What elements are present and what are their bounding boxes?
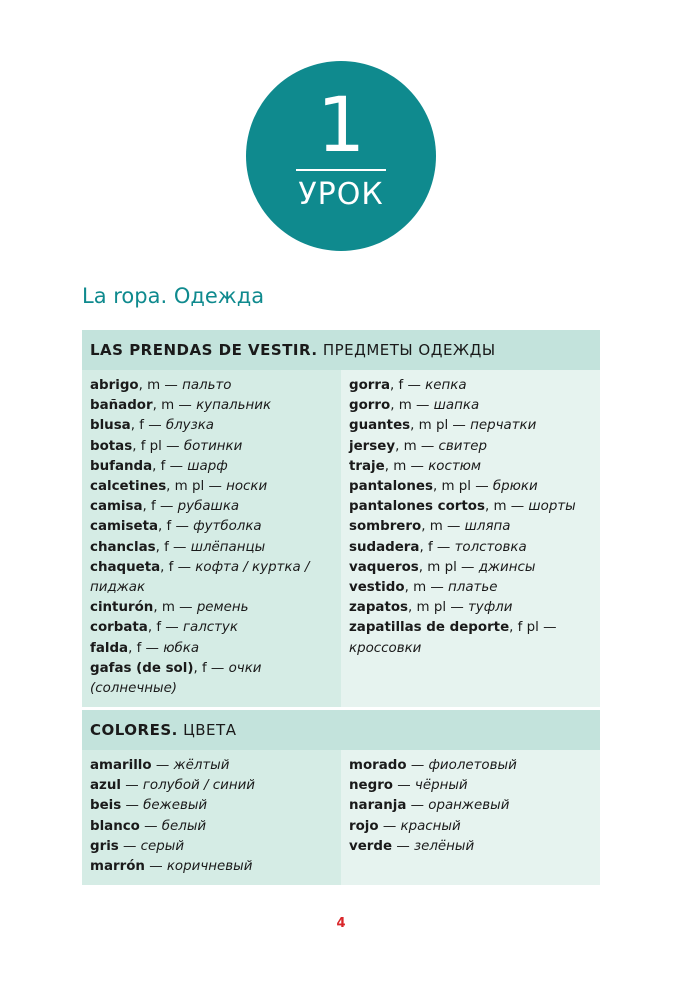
- vocab-grammar: —: [120, 778, 143, 794]
- vocab-grammar: , f —: [152, 458, 188, 474]
- vocab-grammar: , m —: [484, 499, 529, 515]
- vocab-translation: пальто: [182, 378, 232, 393]
- vocab-grammar: , m pl —: [432, 479, 493, 495]
- vocab-entry: [349, 598, 600, 618]
- vocab-word: corbata: [90, 620, 148, 636]
- vocab-entry: [349, 558, 600, 578]
- vocab-translation: красный: [400, 818, 461, 834]
- vocab-grammar: , f —: [158, 519, 194, 535]
- vocab-grammar: —: [393, 778, 415, 794]
- vocab-entry: [90, 817, 341, 837]
- vocab-entry: [349, 376, 600, 396]
- vocab-translation: брюки: [492, 479, 538, 495]
- vocab-word: jersey: [349, 438, 396, 454]
- vocab-translation: зелёный: [414, 838, 475, 854]
- vocab-translation: толстовка: [454, 539, 527, 555]
- vocab-entry: [90, 517, 341, 537]
- vocab-translation: чёрный: [414, 778, 468, 794]
- vocab-entry: [90, 558, 341, 578]
- vocab-word: sombrero: [349, 519, 422, 535]
- vocab-word: traje: [349, 458, 385, 474]
- vocab-entry: [90, 457, 341, 477]
- vocab-word: bañador: [90, 398, 153, 414]
- vocab-word: gris: [90, 838, 119, 854]
- vocab-word: cinturón: [90, 600, 154, 616]
- vocab-entry: [349, 817, 600, 837]
- vocab-word: vestido: [349, 580, 405, 596]
- lesson-badge: [246, 61, 436, 251]
- vocab-translation: блузка: [165, 418, 215, 434]
- vocab-entry: [349, 796, 600, 816]
- vocab-translation: пиджак: [90, 580, 146, 596]
- vocab-translation: носки: [226, 479, 268, 495]
- vocab-grammar: , f —: [130, 418, 166, 434]
- vocab-translation: галстук: [182, 620, 238, 636]
- vocab-translation: свитер: [438, 438, 488, 454]
- vocab-word: gorro: [349, 398, 391, 414]
- vocab-entry: [90, 756, 341, 776]
- page-number: 4: [336, 916, 346, 931]
- section-title: La ropa. Одежда: [82, 284, 265, 308]
- vocab-grammar: , m —: [390, 398, 434, 414]
- vocab-grammar: , m pl —: [410, 418, 471, 434]
- vocab-entry: [90, 837, 341, 857]
- vocab-grammar: —: [378, 818, 401, 834]
- clothes-body: [82, 370, 600, 707]
- vocab-grammar: , f —: [142, 499, 178, 515]
- vocab-translation: шляпа: [464, 519, 511, 535]
- vocab-translation: ботинки: [183, 438, 243, 454]
- vocab-translation: голубой / синий: [142, 778, 255, 794]
- vocab-grammar: —: [151, 758, 174, 773]
- colors-header: [82, 710, 600, 750]
- colors-vocab-box: [82, 710, 600, 885]
- vocab-grammar: , m pl —: [166, 479, 227, 495]
- vocab-word: gorra: [349, 378, 391, 393]
- colors-left-column: [82, 750, 341, 885]
- vocab-translation: купальник: [196, 398, 272, 414]
- vocab-translation: коричневый: [166, 859, 253, 875]
- vocab-entry: [90, 578, 341, 598]
- vocab-word: vaqueros: [349, 559, 419, 575]
- vocab-word: guantes: [349, 418, 411, 434]
- vocab-grammar: , m pl —: [408, 600, 468, 616]
- colors-header-es: COLORES.: [90, 721, 178, 739]
- vocab-entry: [90, 659, 341, 699]
- vocab-word: camisa: [90, 499, 143, 515]
- vocab-word: azul: [90, 778, 121, 794]
- vocab-word: chaqueta: [90, 559, 161, 575]
- vocab-translation: шорты: [528, 499, 576, 515]
- vocab-grammar: , f —: [193, 660, 229, 676]
- vocab-word: blanco: [90, 818, 140, 834]
- vocab-word: gafas (de sol): [90, 660, 194, 676]
- vocab-word: sudadera: [349, 539, 420, 555]
- vocab-word: chanclas: [90, 539, 156, 555]
- vocab-grammar: , m —: [421, 519, 465, 535]
- vocab-word: naranja: [349, 798, 407, 814]
- vocab-grammar: , f —: [390, 378, 426, 393]
- vocab-word: amarillo: [90, 758, 152, 773]
- vocab-entry: [349, 416, 600, 436]
- vocab-entry: [90, 477, 341, 497]
- vocab-translation: серый: [140, 838, 185, 854]
- vocab-grammar: , m pl —: [418, 559, 479, 575]
- vocab-entry: [349, 756, 600, 776]
- vocab-word: negro: [349, 778, 394, 794]
- clothes-vocab-box: [82, 330, 600, 707]
- vocab-grammar: , f —: [419, 539, 455, 555]
- vocab-grammar: , f pl —: [132, 438, 184, 454]
- vocab-entry: [90, 497, 341, 517]
- vocab-entry: [349, 396, 600, 416]
- vocab-word: bufanda: [90, 458, 153, 474]
- vocab-entry: [349, 776, 600, 796]
- vocab-translation: туфли: [467, 600, 513, 616]
- vocab-translation: бежевый: [143, 798, 208, 814]
- vocab-entry: [90, 396, 341, 416]
- vocab-grammar: , f —: [160, 559, 196, 575]
- vocab-grammar: —: [406, 758, 429, 773]
- colors-right-column: [341, 750, 600, 885]
- vocab-word: abrigo: [90, 378, 139, 393]
- lesson-label: УРОК: [298, 177, 384, 212]
- vocab-word: zapatillas de deporte: [349, 620, 510, 636]
- vocab-entry: [349, 437, 600, 457]
- vocab-word: blusa: [90, 418, 131, 434]
- vocab-word: camiseta: [90, 519, 159, 535]
- clothes-left-column: [82, 370, 341, 707]
- vocab-translation: футболка: [193, 519, 262, 535]
- clothes-header-es: LAS PRENDAS DE VESTIR.: [90, 341, 318, 359]
- vocab-entry: [349, 538, 600, 558]
- vocab-grammar: —: [406, 798, 429, 814]
- vocab-grammar: , m —: [404, 580, 449, 596]
- vocab-grammar: , f —: [128, 640, 164, 656]
- colors-header-ru: ЦВЕТА: [183, 721, 237, 739]
- vocab-word: calcetines: [90, 479, 167, 495]
- vocab-word: pantalones: [349, 479, 433, 495]
- vocab-grammar: , m —: [153, 600, 197, 616]
- clothes-right-column: [341, 370, 600, 707]
- vocab-translation: кофта / куртка /: [195, 559, 310, 575]
- vocab-entry: [90, 437, 341, 457]
- vocab-entry: [90, 857, 341, 877]
- vocab-word: morado: [349, 758, 407, 773]
- vocab-entry: [349, 497, 600, 517]
- vocab-grammar: , f pl —: [509, 620, 557, 636]
- vocab-entry: [90, 639, 341, 659]
- vocab-translation: оранжевый: [428, 798, 510, 814]
- vocab-grammar: , m —: [152, 398, 197, 414]
- vocab-translation: кепка: [425, 378, 467, 393]
- vocab-translation: шарф: [187, 458, 228, 474]
- vocab-entry: [349, 517, 600, 537]
- vocab-entry: [349, 578, 600, 598]
- vocab-entry: [349, 618, 600, 638]
- vocab-entry: [90, 416, 341, 436]
- vocab-translation: белый: [161, 818, 207, 834]
- vocab-grammar: —: [144, 859, 167, 875]
- vocab-translation: фиолетовый: [428, 758, 517, 773]
- vocab-entry: [349, 477, 600, 497]
- vocab-translation: джинсы: [478, 559, 536, 575]
- vocab-translation: костюм: [428, 458, 482, 474]
- vocab-grammar: , f —: [147, 620, 183, 636]
- vocab-grammar: , m —: [395, 438, 439, 454]
- vocab-entry: [349, 639, 600, 659]
- vocab-translation: ремень: [196, 600, 249, 616]
- lesson-divider: [296, 169, 386, 171]
- vocab-grammar: , f —: [155, 539, 191, 555]
- vocab-translation: кроссовки: [349, 640, 422, 656]
- vocab-entry: [349, 457, 600, 477]
- vocab-word: verde: [349, 838, 393, 854]
- vocab-grammar: —: [392, 838, 414, 854]
- vocab-entry: [90, 796, 341, 816]
- clothes-header-ru: ПРЕДМЕТЫ ОДЕЖДЫ: [322, 341, 496, 359]
- vocab-entry: [90, 598, 341, 618]
- vocab-translation: шлёпанцы: [190, 539, 266, 555]
- vocab-entry: [90, 376, 341, 396]
- vocab-translation: перчатки: [470, 418, 537, 434]
- vocab-grammar: —: [121, 798, 144, 814]
- vocab-grammar: —: [139, 818, 162, 834]
- vocab-entry: [90, 618, 341, 638]
- vocab-word: beis: [90, 798, 122, 814]
- vocab-translation: платье: [448, 580, 498, 596]
- vocab-translation: очки (солнечные): [90, 660, 262, 697]
- vocab-word: falda: [90, 640, 129, 656]
- vocab-translation: шапка: [433, 398, 480, 414]
- vocab-entry: [349, 837, 600, 857]
- vocab-entry: [90, 776, 341, 796]
- vocab-grammar: , m —: [138, 378, 183, 393]
- vocab-word: zapatos: [349, 600, 409, 616]
- vocab-translation: рубашка: [177, 499, 240, 515]
- vocab-word: pantalones cortos: [349, 499, 485, 515]
- vocab-word: botas: [90, 438, 133, 454]
- vocab-translation: жёлтый: [173, 758, 230, 773]
- vocab-entry: [90, 538, 341, 558]
- vocab-word: rojo: [349, 818, 379, 834]
- vocab-translation: юбка: [163, 640, 200, 656]
- colors-body: [82, 750, 600, 885]
- vocab-grammar: —: [118, 838, 141, 854]
- lesson-number: 1: [316, 80, 366, 169]
- vocab-grammar: , m —: [384, 458, 429, 474]
- vocab-word: marrón: [90, 859, 145, 875]
- clothes-header: [82, 330, 600, 370]
